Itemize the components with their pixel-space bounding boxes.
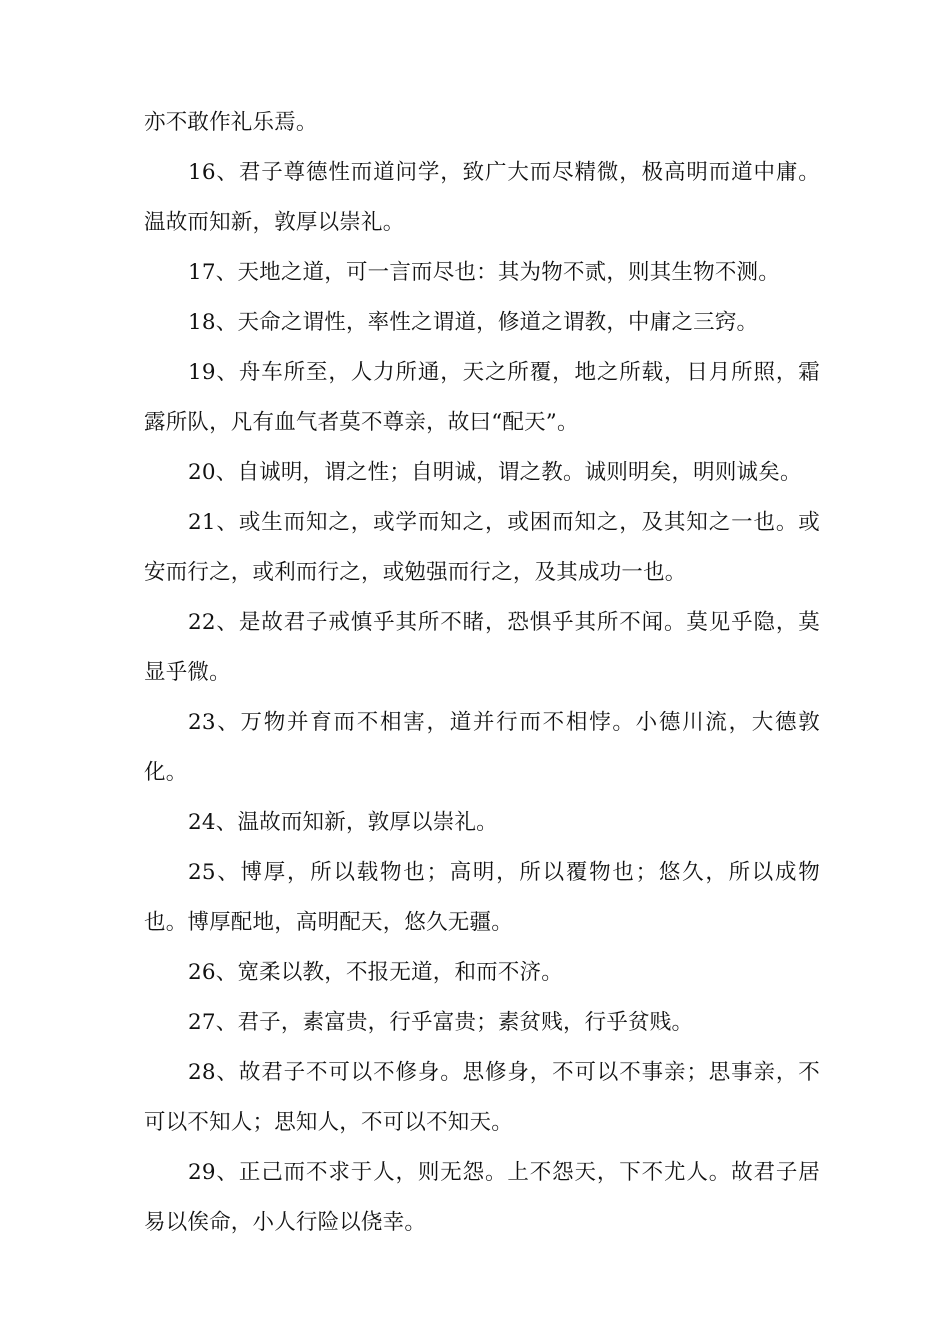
paragraph-21: 21、或生而知之，或学而知之，或困而知之，及其知之一也。或安而行之，或利而行之，或勉强而行之，及其成功一也。 (144, 510, 820, 585)
paragraph-20: 20、自诚明，谓之性；自明诚，谓之教。诚则明矣，明则诚矣。 (188, 460, 802, 485)
paragraph-22: 22、是故君子戒慎乎其所不睹，恐惧乎其所不闻。莫见乎隐，莫显乎微。 (144, 610, 820, 685)
paragraph-18: 18、天命之谓性，率性之谓道，修道之谓教，中庸之三窍。 (188, 310, 759, 335)
paragraph-29: 29、正己而不求于人，则无怨。上不怨天，下不尤人。故君子居易以俟命，小人行险以侥幸。 (144, 1160, 820, 1235)
document-body (144, 98, 820, 1248)
paragraph-17: 17、天地之道，可一言而尽也：其为物不贰，则其生物不测。 (188, 260, 780, 285)
paragraph-16: 16、君子尊德性而道问学，致广大而尽精微，极高明而道中庸。温故而知新，敦厚以崇礼。 (144, 160, 820, 235)
paragraph-24: 24、温故而知新，敦厚以崇礼。 (188, 810, 498, 835)
paragraph-19: 19、舟车所至，人力所通，天之所覆，地之所载，日月所照，霜露所队，凡有血气者莫不尊亲，故曰“配天”。 (144, 360, 820, 435)
paragraph-23: 23、万物并育而不相害，道并行而不相悖。小德川流，大德敦化。 (144, 710, 820, 785)
paragraph-27: 27、君子，素富贵，行乎富贵；素贫贱，行乎贫贱。 (188, 1010, 694, 1035)
paragraph-25: 25、博厚，所以载物也；高明，所以覆物也；悠久，所以成物也。博厚配地，高明配天，悠久无疆。 (144, 860, 820, 935)
paragraph-26: 26、宽柔以教，不报无道，和而不济。 (188, 960, 563, 985)
paragraph-continuation: 亦不敢作礼乐焉。 (144, 110, 318, 135)
paragraph-28: 28、故君子不可以不修身。思修身，不可以不事亲；思事亲，不可以不知人；思知人，不可以不知天。 (144, 1060, 820, 1135)
